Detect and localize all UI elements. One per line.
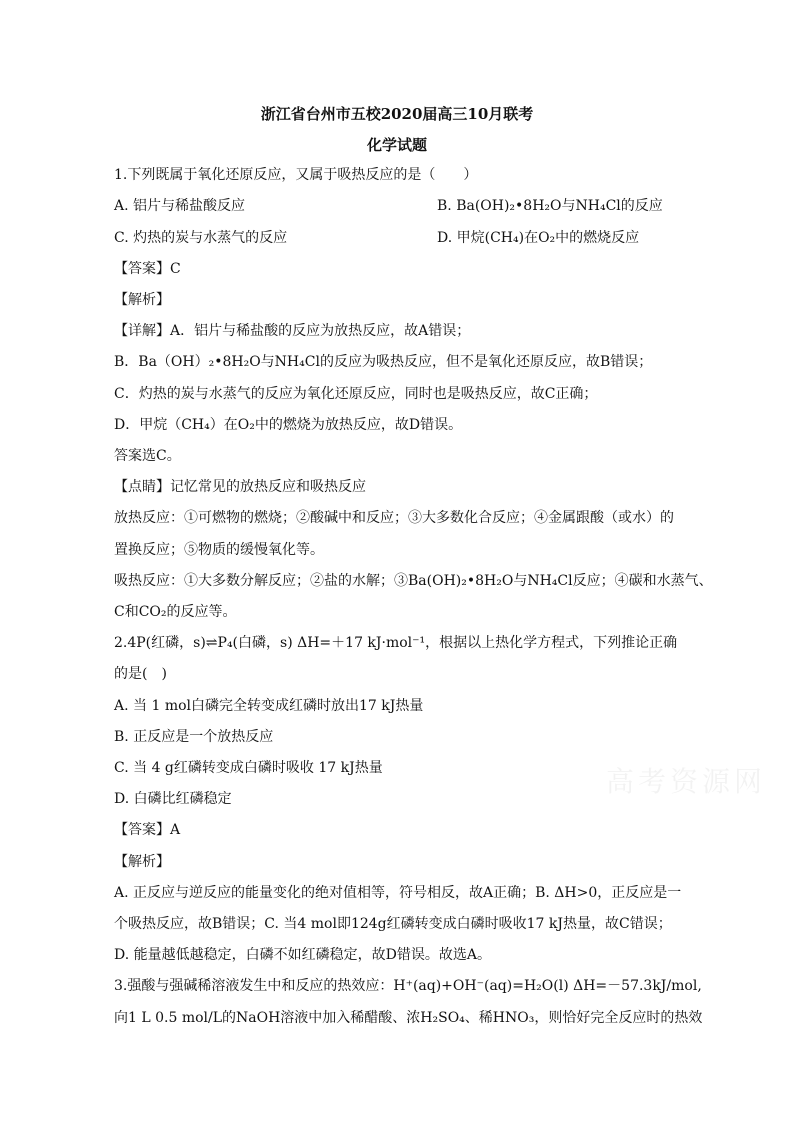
q1-detail-3: C．灼热的炭与水蒸气的反应为氧化还原反应，同时也是吸热反应，故C正确； — [114, 386, 598, 402]
q1-endothermic-line-1: 吸热反应：①大多数分解反应；②盐的水解；③Ba(OH)₂•8H₂O与NH₄Cl反应；④碳和水蒸气、 — [114, 573, 713, 589]
q2-stem-line-2: 的是( ) — [114, 666, 167, 682]
q1-stem: 1.下列既属于氧化还原反应，又属于吸热反应的是（ ） — [114, 167, 478, 183]
page-subtitle: 化学试题 — [366, 136, 427, 154]
q2-option-c: C. 当 4 g红磷转变成白磷时吸收 17 kJ热量 — [114, 760, 383, 776]
q1-option-d: D. 甲烷(CH₄)在O₂中的燃烧反应 — [437, 230, 640, 246]
q2-stem-line-1: 2.4P(红磷，s)⇌P₄(白磷，s) ΔH=＋17 kJ·mol⁻¹，根据以上热化学方程式，下列推论正确 — [114, 635, 678, 651]
q2-option-b: B. 正反应是一个放热反应 — [114, 729, 274, 745]
q2-explanation-line-3: D. 能量越低越稳定，白磷不如红磷稳定，故D错误。故选A。 — [114, 947, 491, 963]
q1-exothermic-line-2: 置换反应；⑤物质的缓慢氧化等。 — [114, 542, 324, 558]
q2-explanation-line-2: 个吸热反应，故B错误；C. 当4 mol即124g红磷转变成白磷时吸收17 kJ热量，故C错误； — [114, 916, 672, 932]
q3-stem-line-2: 向1 L 0.5 mol/L的NaOH溶液中加入稀醋酸、浓H₂SO₄、稀HNO₃，则恰好完全反应时的热效 — [114, 1010, 703, 1026]
q2-option-a: A. 当 1 mol白磷完全转变成红磷时放出17 kJ热量 — [114, 698, 424, 714]
q1-option-c: C. 灼热的炭与水蒸气的反应 — [114, 230, 288, 246]
q2-explanation-line-1: A. 正反应与逆反应的能量变化的绝对值相等，符号相反，故A正确；B. ΔH>0，正反应是一 — [114, 885, 682, 901]
watermark-text: 高考资源网 — [606, 765, 767, 798]
q1-option-a: A. 铝片与稀盐酸反应 — [114, 198, 246, 214]
q1-analysis-label: 【解析】 — [114, 292, 170, 308]
q2-answer: 【答案】A — [114, 822, 181, 838]
q2-analysis-label: 【解析】 — [114, 854, 170, 870]
q2-option-d: D. 白磷比红磷稳定 — [114, 791, 232, 807]
q1-detail-2: B．Ba（OH）₂•8H₂O与NH₄Cl的反应为吸热反应，但不是氧化还原反应，故B错误； — [114, 354, 653, 370]
q1-endothermic-line-2: C和CO₂的反应等。 — [114, 604, 237, 620]
q1-option-b: B. Ba(OH)₂•8H₂O与NH₄Cl的反应 — [437, 198, 663, 214]
q1-detail-1: 【详解】A．铝片与稀盐酸的反应为放热反应，故A错误； — [114, 323, 471, 339]
q1-tip: 【点睛】记忆常见的放热反应和吸热反应 — [114, 479, 366, 495]
q1-detail-4: D．甲烷（CH₄）在O₂中的燃烧为放热反应，故D错误。 — [114, 417, 463, 433]
q1-answer: 【答案】C — [114, 261, 181, 277]
q3-stem-line-1: 3.强酸与强碱稀溶液发生中和反应的热效应：H⁺(aq)+OH⁻(aq)=H₂O(l) ΔH=－57.3kJ/mol, — [114, 978, 702, 994]
page-title: 浙江省台州市五校2020届高三10月联考 — [260, 105, 534, 123]
q1-exothermic-line-1: 放热反应：①可燃物的燃烧；②酸碱中和反应；③大多数化合反应；④金属跟酸（或水）的 — [114, 510, 674, 526]
q1-conclusion: 答案选C。 — [114, 448, 181, 464]
